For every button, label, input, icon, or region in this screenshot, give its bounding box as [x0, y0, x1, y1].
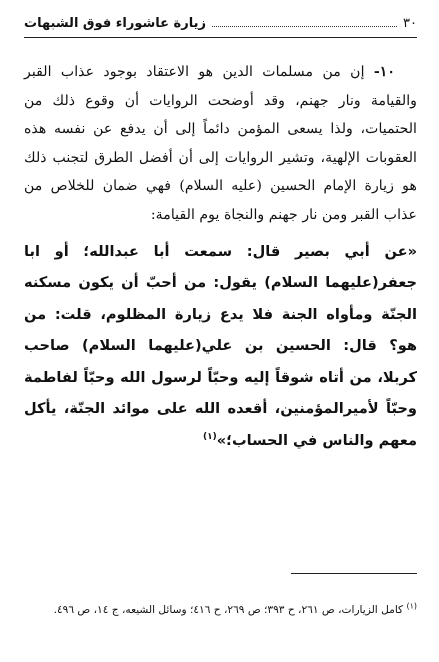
header-rule	[24, 37, 417, 38]
paragraph-number: ١٠-	[373, 64, 395, 80]
page-number: ٣٠	[403, 15, 417, 31]
footnote-text: كامل الزيارات، ص ٢٦١، ح ٣٩٣؛ ص ٢٦٩، ح ٤١٦؛ وسائل الشيعه، ج ١٤، ص ٤٩٦.	[53, 604, 407, 616]
hadith-text: «عن أبي بصير قال: سمعت أبا عبدالله؛ أو ابا جعفر(عليهما السلام) يقول: من أحبّ أن يكون مسكنه الجنّة ومأواه الجنة فلا يدع زيارة المظلوم، قلت: من هو؟ قال: الحسين بن علي(عليهما السلام) صاحب كربلا، من أتاه شوقاً إليه وحبّاً لرسول الله وحبّاً لفاطمة وحبّاً لأميرالمؤمنين، أقعده الله على موائد الجنّة، يأكل معهم والناس في الحساب؛»	[24, 242, 417, 449]
running-title: زيارة عاشوراء فوق الشبهات	[24, 15, 206, 31]
paragraph-text: إن من مسلمات الدين هو الاعتقاد بوجود عذاب القبر والقيامة ونار جهنم، وقد أوضحت الروايات أن وقوع ذلك من الحتميات، ولذا يسعى المؤمن دائماً إلى أن يدفع عن نفسه هذه العقوبات الإلهية، وتشير الروايات إلى أن أفضل الطرق لتجنب ذلك هو زيارة الإمام الحسين (عليه السلام) فهي ضمان للخلاص من عذاب القبر ومن نار جهنم والنجاة يوم القيامة:	[24, 64, 417, 223]
hadith-quote	[24, 236, 417, 457]
header-dot-leader	[212, 26, 397, 27]
footnote	[24, 600, 417, 621]
numbered-paragraph	[24, 58, 417, 230]
footnote-mark: (١)	[406, 601, 417, 611]
running-header	[24, 12, 417, 34]
footnote-separator	[291, 573, 417, 574]
footnote-reference[interactable]: (١)	[202, 431, 217, 442]
page-body	[24, 58, 417, 456]
